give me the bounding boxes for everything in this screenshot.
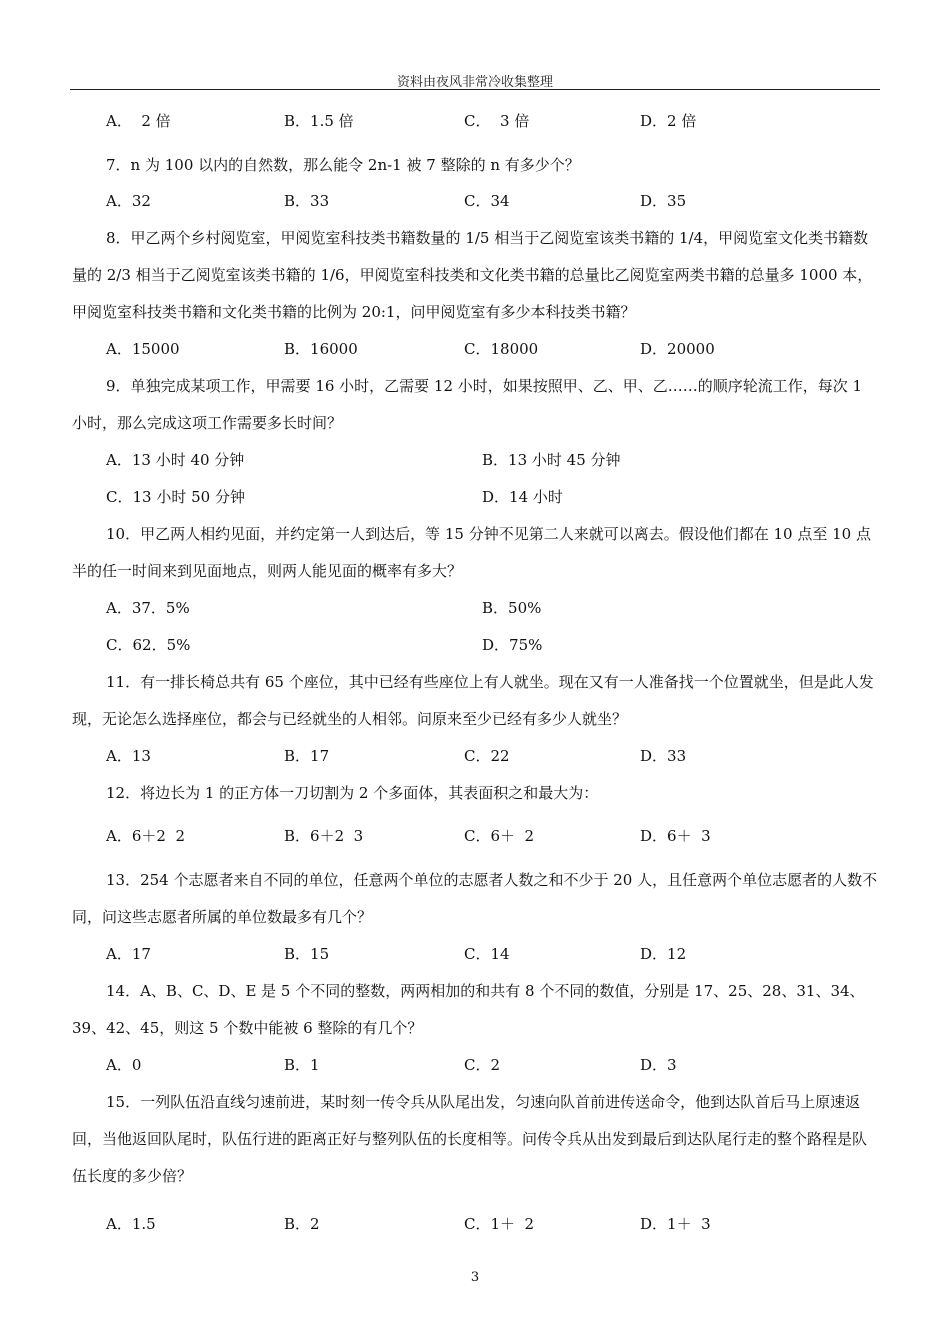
option-b: B．15 — [284, 945, 330, 963]
option-b: B．17 — [284, 747, 330, 765]
page-header: 资料由夜风非常冷收集整理 — [396, 75, 553, 90]
option-c: C．1＋ 2 — [464, 1215, 535, 1233]
option-b: B．2 — [284, 1215, 320, 1233]
option-b: B．1.5 倍 — [284, 112, 354, 130]
options-row — [72, 183, 878, 220]
options-row — [72, 1206, 878, 1243]
question-11: 11．有一排长椅总共有 65 个座位，其中已经有些座位上有人就坐。现在又有一人准备找一个位置就坐，但是此人发现，无论怎么选择座位，都会与已经就坐的人相邻。问原来至少已经有多少人就坐？ — [72, 673, 874, 728]
option-c: C．18000 — [464, 340, 539, 358]
option-d: D．33 — [640, 747, 687, 765]
page-number: 3 — [470, 1270, 480, 1285]
option-d: D．1＋ 3 — [640, 1215, 711, 1233]
question-13: 13．254 个志愿者来自不同的单位，任意两个单位的志愿者人数之和不少于 20 人，且任意两个单位志愿者的人数不同，问这些志愿者所属的单位数最多有几个？ — [72, 871, 878, 926]
option-b: B．33 — [284, 192, 330, 210]
question-9: 9．单独完成某项工作，甲需要 16 小时，乙需要 12 小时，如果按照甲、乙、甲、乙……的顺序轮流工作，每次 1 小时，那么完成这项工作需要多长时间？ — [72, 377, 863, 432]
option-c: C．6＋ 2 — [464, 827, 535, 845]
option-c: C．22 — [464, 747, 510, 765]
option-d: D．14 小时 — [482, 488, 563, 506]
options-row — [72, 936, 878, 973]
option-a: A．13 小时 40 分钟 — [106, 451, 245, 469]
question-15: 15．一列队伍沿直线匀速前进，某时刻一传令兵从队尾出发，匀速向队首前进传送命令，他到达队首后马上原速返回，当他返回队尾时，队伍行进的距离正好与整列队伍的长度相等。问传令兵从出发到最后到达队尾行走的整个路程是队伍长度的多少倍？ — [72, 1093, 868, 1185]
options-row — [72, 818, 878, 855]
option-d: D．75% — [482, 636, 543, 654]
option-d: D．3 — [640, 1056, 677, 1074]
option-a: A．32 — [106, 192, 151, 210]
option-c: C．34 — [464, 192, 510, 210]
question-10: 10．甲乙两人相约见面，并约定第一人到达后，等 15 分钟不见第二人来就可以离去。假设他们都在 10 点至 10 点半的任一时间来到见面地点，则两人能见面的概率有多大？ — [72, 525, 871, 580]
option-d: D．2 倍 — [640, 112, 697, 130]
option-c: C．13 小时 50 分钟 — [106, 488, 245, 506]
options-row — [72, 331, 878, 368]
options-row — [72, 103, 878, 140]
option-b: B．16000 — [284, 340, 358, 358]
header-divider — [70, 89, 880, 90]
option-a: A． 2 倍 — [106, 112, 171, 130]
option-b: B．1 — [284, 1056, 320, 1074]
option-c: C． 3 倍 — [464, 112, 530, 130]
question-12: 12．将边长为 1 的正方体一刀切割为 2 个多面体，其表面积之和最大为： — [106, 784, 599, 802]
options-row — [72, 1047, 878, 1084]
option-d: D．20000 — [640, 340, 715, 358]
option-a: A．1.5 — [106, 1215, 156, 1233]
option-a: A．17 — [106, 945, 151, 963]
option-a: A．0 — [106, 1056, 142, 1074]
option-a: A．15000 — [106, 340, 180, 358]
option-b: B．6＋2 3 — [284, 827, 364, 845]
question-7: 7．n 为 100 以内的自然数，那么能令 2n-1 被 7 整除的 n 有多少个？ — [106, 156, 580, 174]
option-b: B．50% — [482, 599, 542, 617]
options-row — [72, 627, 878, 664]
option-a: A．13 — [106, 747, 151, 765]
options-row — [72, 442, 878, 479]
option-a: A．6＋2 2 — [106, 827, 185, 845]
option-c: C．2 — [464, 1056, 501, 1074]
option-c: C．62．5% — [106, 636, 191, 654]
option-b: B．13 小时 45 分钟 — [482, 451, 621, 469]
document-body — [72, 103, 878, 1243]
options-row — [72, 590, 878, 627]
option-d: D．12 — [640, 945, 687, 963]
options-row — [72, 738, 878, 775]
options-row — [72, 479, 878, 516]
option-d: D．35 — [640, 192, 687, 210]
question-14: 14．A、B、C、D、E 是 5 个不同的整数，两两相加的和共有 8 个不同的数值，分别是 17、25、28、31、34、39、42、45，则这 5 个数中能被 6 整除的有几个？ — [72, 982, 865, 1037]
question-8: 8．甲乙两个乡村阅览室，甲阅览室科技类书籍数量的 1/5 相当于乙阅览室该类书籍的 1/4，甲阅览室文化类书籍数量的 2/3 相当于乙阅览室该类书籍的 1/6，甲阅览室科技类和文化类书籍的总量比乙阅览室两类书籍的总量多 1000 本，甲阅览室科技类书籍和文化类书籍的比例为 20:1，问甲阅览室有多少本科技类书籍？ — [72, 229, 873, 321]
option-c: C．14 — [464, 945, 510, 963]
option-a: A．37．5% — [106, 599, 190, 617]
option-d: D．6＋ 3 — [640, 827, 711, 845]
